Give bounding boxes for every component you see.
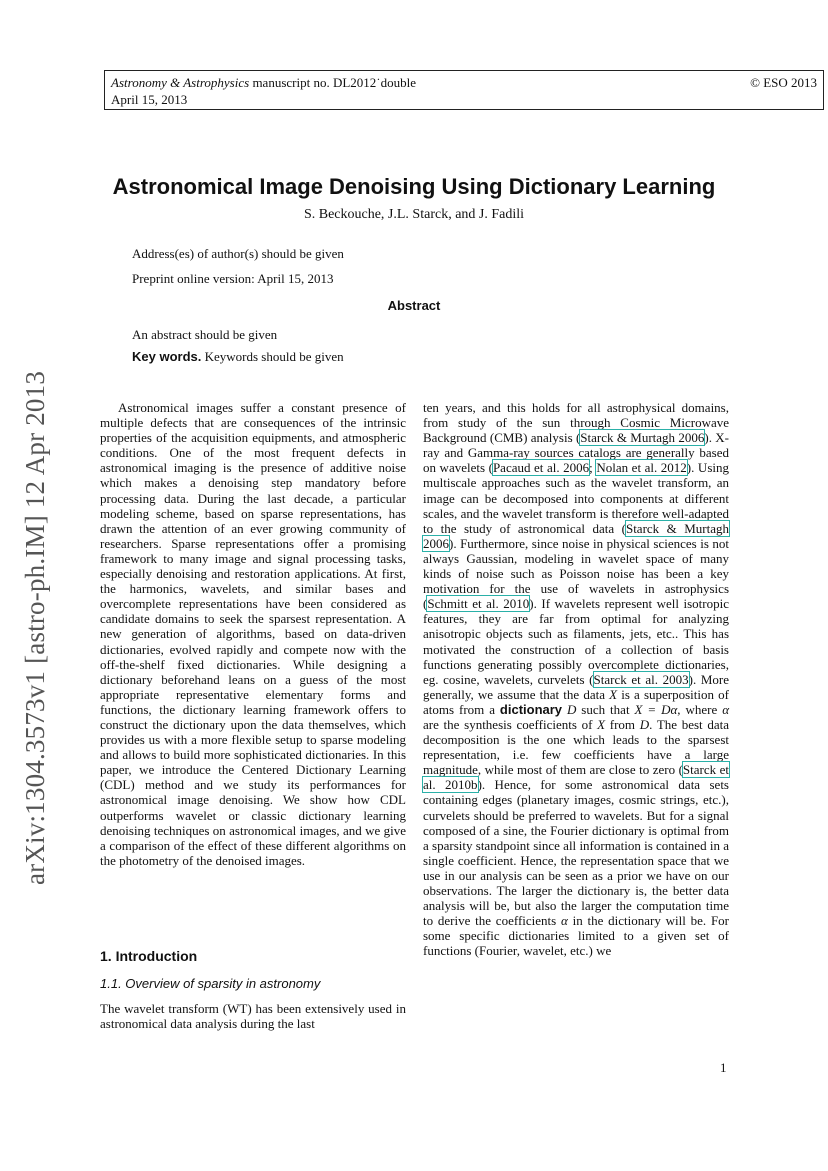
math-variable: X <box>597 716 606 732</box>
body-text: are the synthesis coefficients of <box>423 716 598 732</box>
abstract-heading: Abstract <box>387 298 441 313</box>
body-text: such that <box>576 701 635 717</box>
body-text: ). Using multiscale approaches such as the wavelet transform, an image can be decomposed into components at different scales, and the wavelet transform is therefore well-adapted to the study of astronomical data ( <box>423 460 729 536</box>
left-column <box>100 400 406 868</box>
math-variable: α <box>722 701 730 717</box>
citation-link[interactable]: Schmitt et al. 2010 <box>427 596 530 612</box>
math-expression: X = Dα <box>634 701 678 717</box>
citation-link[interactable]: Pacaud et al. 2006 <box>492 460 590 476</box>
body-text: , where <box>677 701 723 717</box>
right-column <box>423 400 729 958</box>
body-text: . The best data decomposition is the one which leads to the sparsest representation, i.e. few coefficients have a large magnitude, while most of them are close to zero ( <box>423 716 729 778</box>
right-column-paragraph <box>423 400 729 958</box>
math-variable: D <box>566 701 577 717</box>
author-list: S. Beckouche, J.L. Starck, and J. Fadili <box>303 207 525 222</box>
body-text: is a superposition of atoms from a <box>423 686 729 717</box>
citation-link[interactable]: Nolan et al. 2012 <box>596 460 687 476</box>
body-text: in the dictionary will be. For some specific dictionaries limited to a given set of functions (Fourier, wavelet, etc.) we <box>423 913 729 959</box>
citation-link[interactable]: Starck et al. 2010b <box>423 762 729 793</box>
math-variable: X <box>609 686 618 702</box>
author-address: Address(es) of author(s) should be given <box>132 246 344 261</box>
body-text: ). X-ray and Gamma-ray sources catalogs are generally based on wavelets ( <box>423 430 729 476</box>
keywords-label: Key words. <box>132 349 202 364</box>
citation-link[interactable]: Starck & Murtagh 2006 <box>423 520 730 551</box>
manuscript-number: manuscript no. DL2012˙double <box>249 75 416 90</box>
abstract-text: An abstract should be given <box>132 327 278 342</box>
section-heading-introduction: 1. Introduction <box>100 948 198 964</box>
preprint-date: Preprint online version: April 15, 2013 <box>132 271 334 286</box>
citation-link[interactable]: Starck et al. 2003 <box>593 671 689 687</box>
bold-term: dictionary <box>499 701 563 717</box>
paper-title: Astronomical Image Denoising Using Dictionary Learning <box>112 174 716 199</box>
copyright-notice: © ESO 2013 <box>750 75 817 90</box>
subsection-heading-overview: 1.1. Overview of sparsity in astronomy <box>100 976 321 991</box>
arxiv-identifier-stamp: arXiv:1304.3573v1 [astro-ph.IM] 12 Apr 2013 <box>20 370 50 885</box>
keywords-line <box>132 349 344 365</box>
manuscript-header-box <box>104 70 824 110</box>
keywords-text: Keywords should be given <box>201 349 344 364</box>
math-variable: D <box>639 716 650 732</box>
body-text: from <box>605 716 640 732</box>
citation-link[interactable]: Starck & Murtagh 2006 <box>580 430 705 446</box>
body-text: ). More generally, we assume that the data <box>423 671 729 702</box>
journal-name: Astronomy & Astrophysics <box>111 75 250 90</box>
section-paragraph: The wavelet transform (WT) has been extensively used in astronomical data analysis during the last <box>100 1001 406 1032</box>
body-text: ). Hence, for some astronomical data sets containing edges (planetary images, cosmic strings, etc.), curvelets should be preferred to wavelets. But for a signal composed of a sine, the Fourier dictionary is optimal from a sparsity standpoint since all information is contained in a single coefficient. Hence, the representation space that we use in our analysis can be seen as a prior we have on our observations. The larger the dictionary is, the better data analysis will be, but also the larger the computation time to derive the coefficients <box>423 777 729 929</box>
body-text: ; <box>589 460 597 476</box>
page-number: 1 <box>720 1060 727 1075</box>
body-text: ten years, and this holds for all astrophysical domains, from study of the sun through Cosmic Microwave Background (CMB) analysis ( <box>423 400 729 446</box>
body-text: ). Furthermore, since noise in physical sciences is not always Gaussian, modeling in wavelet space of many kinds of noise such as Poisson noise has been a key motivation for the use of wavelets in astrophysics ( <box>423 535 729 612</box>
manuscript-date: April 15, 2013 <box>111 92 188 107</box>
intro-paragraph: Astronomical images suffer a constant presence of multiple defects that are consequences of the intrinsic properties of the acquisition equipments, and atmospheric conditions. One of the most frequent defects in astronomical imaging is the presence of additive noise which makes a denoising step mandatory before processing data. During the last decade, a particular modeling scheme, based on sparse representations, has drawn the attention of an ever growing community of researchers. Sparse representations offer a promising framework to many image and signal processing tasks, especially denoising and restoration applications. At first, the harmonics, wavelets, and similar bases and overcomplete representations have been considered as candidate domains to seek the sparsest representation. A new generation of algorithms, based on data-driven dictionaries, evolved rapidly and compete now with the off-the-shelf fixed dictionaries. While designing a dictionary beforehand leans on a guess of the most appropriate representative elementary forms and functions, the dictionary learning framework offers to construct the dictionary upon the data themselves, which provides us with a more flexible setup to sparse modeling and allows to build more sophisticated dictionaries. In this paper, we introduce the Centered Dictionary Learning (CDL) method and we study its performances for astronomical image denoising. We show how CDL outperforms wavelet or classic dictionary learning denoising techniques on astronomical images, and we give a comparison of the effect of these different algorithms on the photometry of the denoised images. <box>100 400 406 868</box>
body-text: ). If wavelets represent well isotropic features, they are far from optimal for analyzing anisotropic objects such as filaments, jets, etc.. This has motivated the construction of a collection of basis functions generating possibly overcomplete dictionaries, eg. cosine, wavelets, curvelets ( <box>423 596 730 687</box>
math-variable: α <box>561 913 568 929</box>
